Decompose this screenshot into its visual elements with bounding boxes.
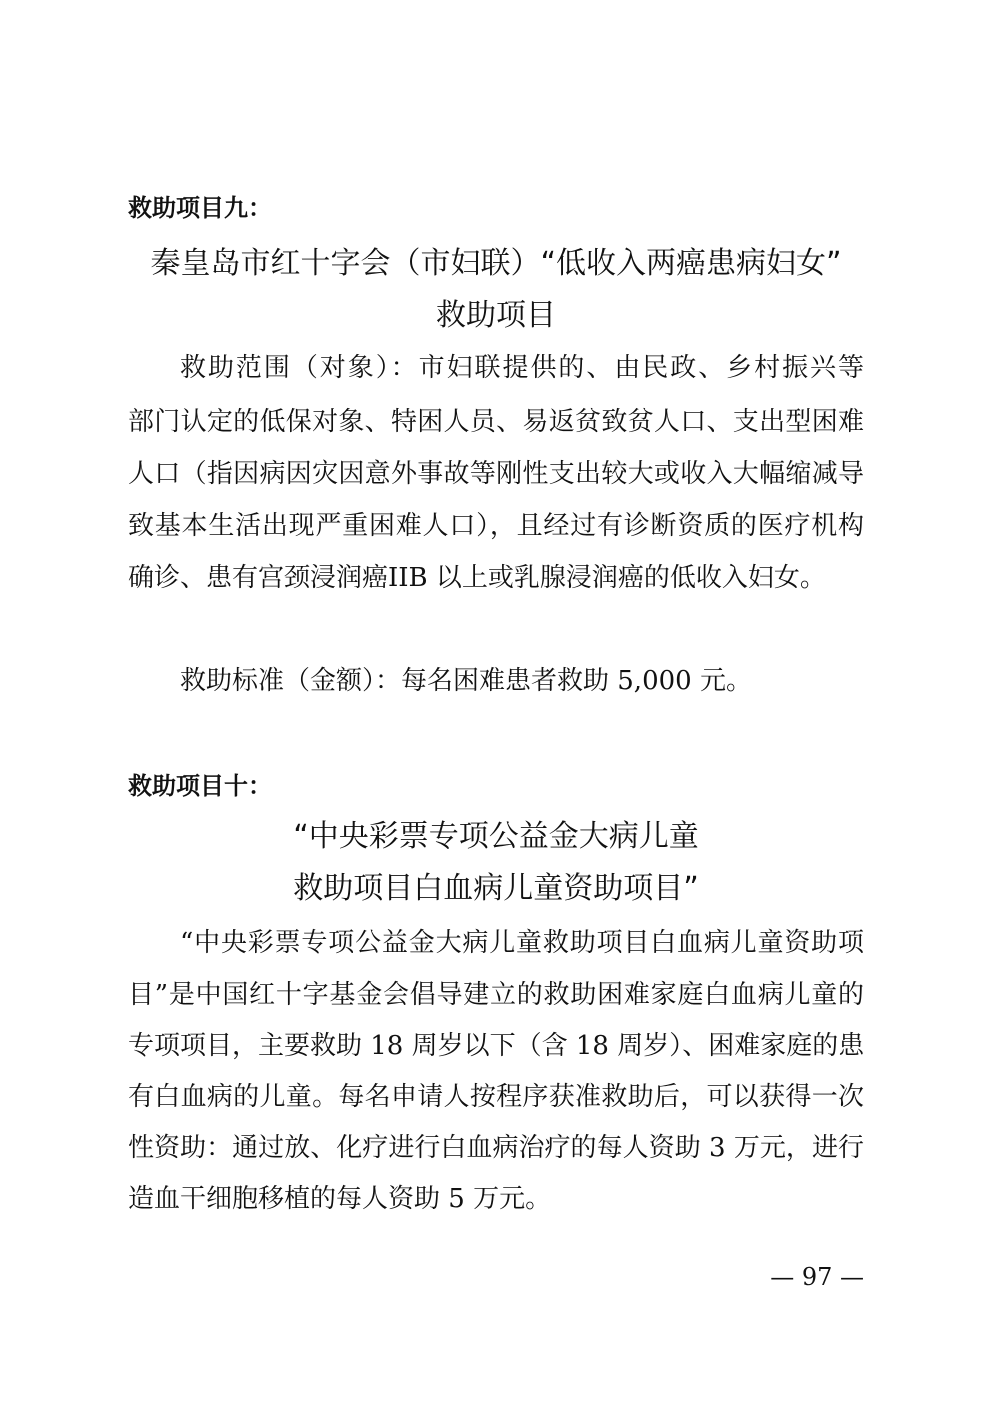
section-9-scope-line-4: 致基本生活出现严重困难人口），且经过有诊断资质的医疗机构 — [128, 511, 864, 541]
section-10-label: 救助项目十： — [128, 772, 272, 800]
section-9-scope-line-5: 确诊、患有宫颈浸润癌IIB 以上或乳腺浸润癌的低收入妇女。 — [128, 563, 826, 593]
section-9-standard: 救助标准（金额）：每名困难患者救助 5,000 元。 — [180, 666, 752, 696]
section-9-title-line-1: 秦皇岛市红十字会（市妇联）“低收入两癌患病妇女” — [150, 246, 842, 281]
section-10-body-line-5: 性资助：通过放、化疗进行白血病治疗的每人资助 3 万元，进行 — [128, 1133, 864, 1163]
section-9-scope-line-3: 人口（指因病因灾因意外事故等刚性支出较大或收入大幅缩减导 — [128, 459, 864, 489]
section-10-body-line-6: 造血干细胞移植的每人资助 5 万元。 — [128, 1184, 552, 1214]
section-9-title-line-2: 救助项目 — [436, 298, 556, 333]
section-9-scope-line-2: 部门认定的低保对象、特困人员、易返贫致贫人口、支出型困难 — [128, 407, 864, 437]
section-10-title-line-2: 救助项目白血病儿童资助项目” — [293, 871, 699, 906]
section-10-body-line-4: 有白血病的儿童。每名申请人按程序获准救助后，可以获得一次 — [128, 1082, 864, 1112]
section-10-body-line-3: 专项项目，主要救助 18 周岁以下（含 18 周岁）、困难家庭的患 — [128, 1031, 865, 1061]
section-9-scope-line-1: 救助范围（对象）：市妇联提供的、由民政、乡村振兴等 — [180, 353, 864, 383]
section-10-title — [128, 811, 864, 915]
section-9-title — [128, 238, 864, 342]
section-10-title-line-1: “中央彩票专项公益金大病儿童 — [293, 819, 699, 854]
section-9-label: 救助项目九： — [128, 194, 272, 222]
section-10-body-line-2: 目”是中国红十字基金会倡导建立的救助困难家庭白血病儿童的 — [128, 980, 864, 1010]
section-10-body-line-1: “中央彩票专项公益金大病儿童救助项目白血病儿童资助项 — [180, 928, 864, 958]
page-number: — 97 — — [770, 1263, 864, 1291]
